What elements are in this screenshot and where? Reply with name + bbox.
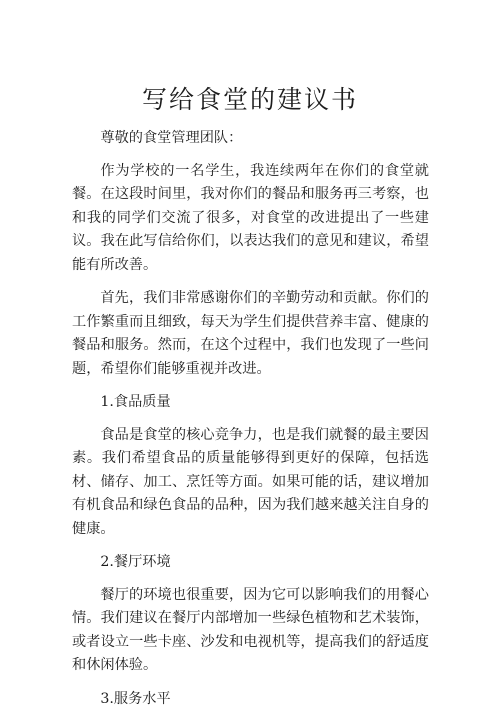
thanks-paragraph: 首先，我们非常感谢你们的辛勤劳动和贡献。你们的工作繁重而且细致，每天为学生们提供营养丰富、健康的餐品和服务。然而，在这个过程中，我们也发现了一些问题，希望你们能够重视并改进。	[72, 290, 429, 377]
salutation: 尊敬的食堂管理团队：	[100, 130, 243, 146]
document-title: 写给食堂的建议书	[141, 85, 358, 114]
section-text-environment: 餐厅的环境也很重要，因为它可以影响我们的用餐心情。我们建议在餐厅内部增加一些绿色植物和艺术装饰，或者设立一些卡座、沙发和电视机等，提高我们的舒适度和休闲体验。	[72, 586, 429, 673]
section-heading-service: 3.服务水平	[100, 690, 171, 707]
document-body	[72, 127, 429, 720]
section-text-food-quality: 食品是食堂的核心竞争力，也是我们就餐的最主要因素。我们希望食品的质量能够得到更好的保障，包括选材、储存、加工、烹饪等方面。如果可能的话，建议增加有机食品和绿色食品的品种，因为我们越来越关注自身的健康。	[72, 426, 429, 537]
section-heading-food-quality: 1.食品质量	[100, 394, 171, 410]
intro-paragraph: 作为学校的一名学生，我连续两年在你们的食堂就餐。在这段时间里，我对你们的餐品和服务再三考察，也和我的同学们交流了很多，对食堂的改进提出了一些建议。我在此写信给你们，以表达我们的意见和建议，希望能有所改善。	[72, 162, 429, 273]
section-heading-environment: 2.餐厅环境	[100, 554, 171, 570]
